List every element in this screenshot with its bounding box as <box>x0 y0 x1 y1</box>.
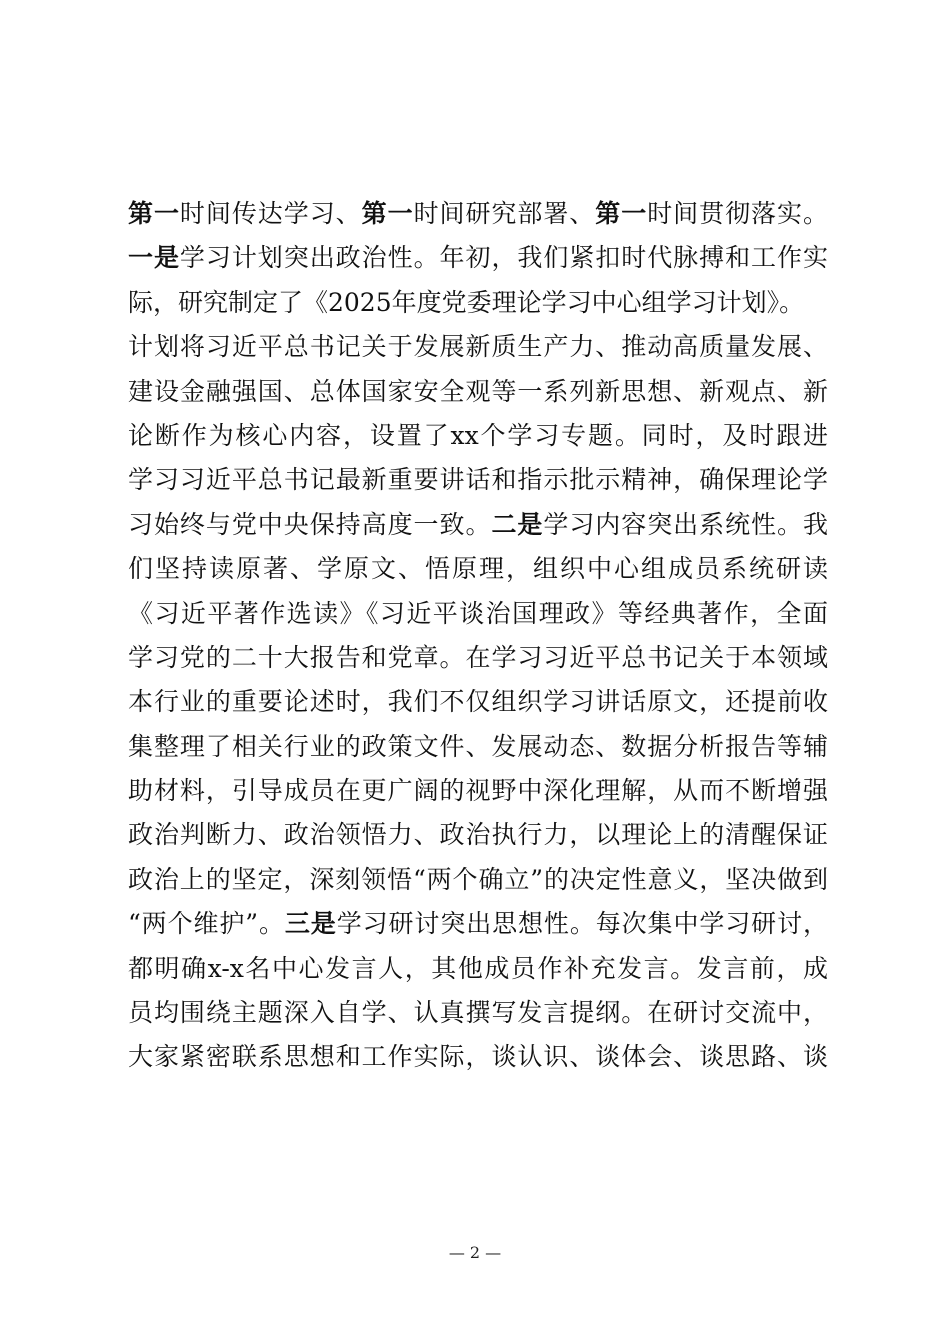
bold-text-segment: 一是 <box>128 243 180 273</box>
text-line <box>128 503 828 547</box>
text-segment: 计划将习近平总书记关于发展新质生产力、推动高质量发展、 <box>128 332 828 362</box>
text-line <box>128 192 828 236</box>
text-line <box>128 991 828 1035</box>
text-line <box>128 725 828 769</box>
text-line <box>128 636 828 680</box>
text-segment: 政治判断力、政治领悟力、政治执行力，以理论上的清醒保证 <box>128 820 828 850</box>
text-segment: 际，研究制定了《2025年度党委理论学习中心组学习计划》。 <box>128 287 805 317</box>
text-segment: 大家紧密联系思想和工作实际，谈认识、谈体会、谈思路、谈 <box>128 1042 828 1072</box>
text-segment: 都明确x-x名中心发言人，其他成员作补充发言。发言前，成 <box>128 953 828 983</box>
text-segment: 们坚持读原著、学原文、悟原理，组织中心组成员系统研读 <box>128 554 828 584</box>
text-line <box>128 1035 828 1079</box>
bold-text-segment: 三是 <box>284 909 337 939</box>
bold-text-segment: 第一 <box>128 199 180 228</box>
text-line <box>128 769 828 813</box>
text-segment: 学习计划突出政治性。年初，我们紧扣时代脉搏和工作实 <box>179 243 828 273</box>
text-segment: 时间贯彻落实。 <box>647 199 828 228</box>
text-line <box>128 414 828 458</box>
text-segment: 政治上的坚定，深刻领悟“两个确立”的决定性意义，坚决做到 <box>128 864 828 894</box>
text-segment: 学习党的二十大报告和党章。在学习习近平总书记关于本领域 <box>128 642 828 672</box>
text-line <box>128 858 828 902</box>
text-segment: 时间研究部署、 <box>413 199 596 228</box>
page-number: — 2 — <box>448 1243 502 1262</box>
bold-text-segment: 第一 <box>361 199 414 228</box>
text-segment: 习始终与党中央保持高度一致。 <box>128 509 492 539</box>
body-text <box>128 192 828 1080</box>
text-line <box>128 370 828 414</box>
text-line <box>128 458 828 502</box>
text-line <box>128 813 828 857</box>
text-segment: 学习内容突出系统性。我 <box>543 509 828 539</box>
text-line <box>128 547 828 591</box>
text-segment: 《习近平著作选读》《习近平谈治国理政》等经典著作，全面 <box>128 598 828 628</box>
bold-text-segment: 二是 <box>491 509 544 539</box>
text-line <box>128 325 828 369</box>
text-segment: 本行业的重要论述时，我们不仅组织学习讲话原文，还提前收 <box>128 687 828 717</box>
text-segment: 建设金融强国、总体国家安全观等一系列新思想、新观点、新 <box>128 376 828 406</box>
text-line <box>128 281 828 325</box>
text-line <box>128 592 828 636</box>
text-segment: 时间传达学习、 <box>179 199 362 228</box>
text-segment: “两个维护”。 <box>128 909 285 939</box>
text-segment: 助材料，引导成员在更广阔的视野中深化理解，从而不断增强 <box>128 776 828 806</box>
text-line <box>128 680 828 724</box>
text-segment: 论断作为核心内容，设置了xx个学习专题。同时，及时跟进 <box>128 420 828 450</box>
text-line <box>128 902 828 946</box>
text-segment: 集整理了相关行业的政策文件、发展动态、数据分析报告等辅 <box>128 731 828 761</box>
text-segment: 学习习近平总书记最新重要讲话和指示批示精神，确保理论学 <box>128 465 828 495</box>
text-line <box>128 947 828 991</box>
text-line <box>128 236 828 280</box>
text-segment: 学习研讨突出思想性。每次集中学习研讨， <box>336 909 828 939</box>
text-segment: 员均围绕主题深入自学、认真撰写发言提纲。在研讨交流中， <box>128 998 828 1028</box>
bold-text-segment: 第一 <box>595 199 648 228</box>
